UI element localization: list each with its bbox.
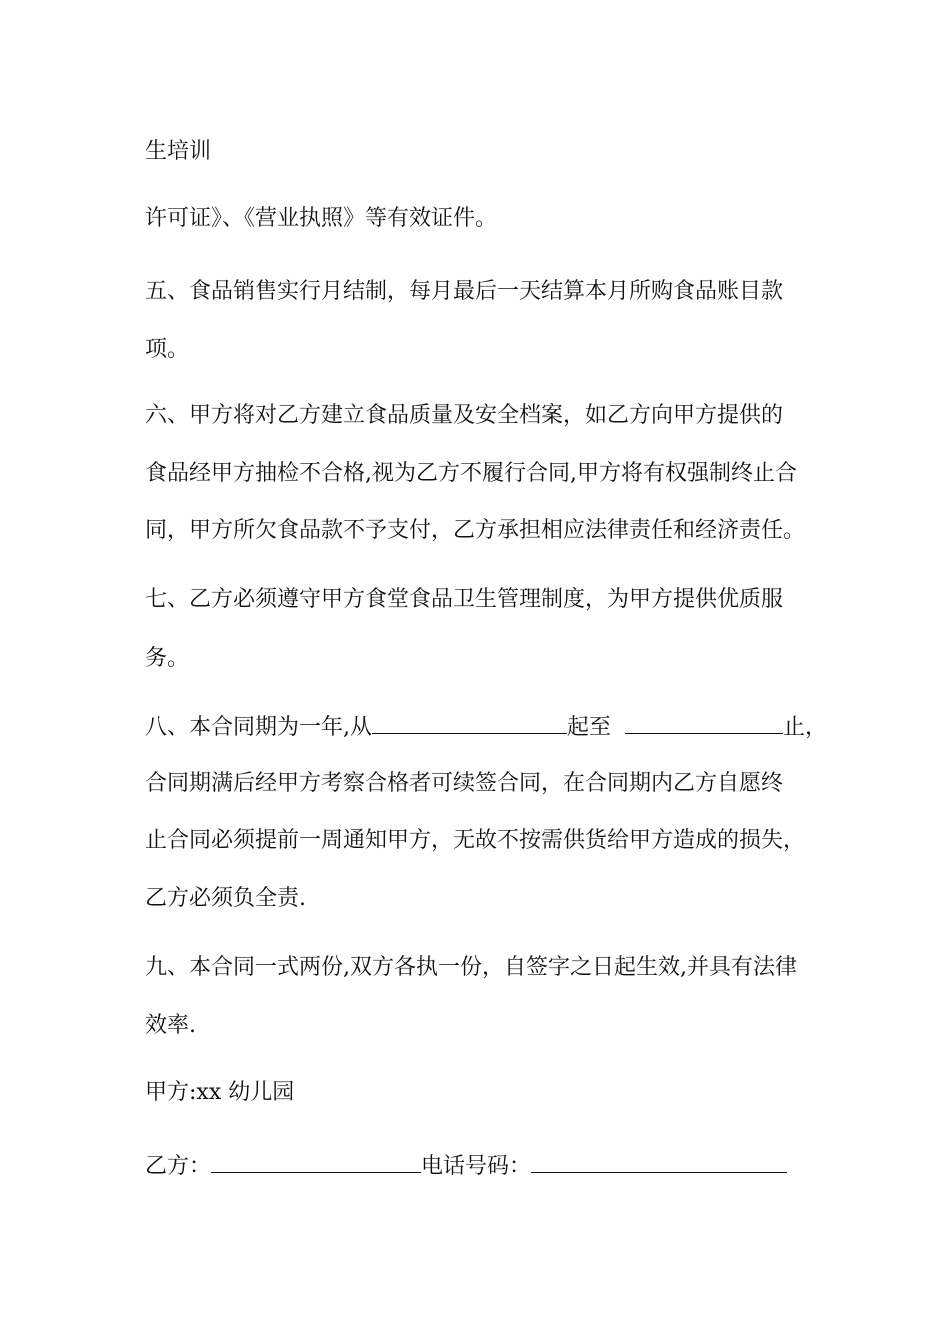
paragraph-line: 止合同必须提前一周通知甲方，无故不按需供货给甲方造成的损失， (145, 828, 806, 853)
paragraph-line: 同，甲方所欠食品款不予支付，乙方承担相应法律责任和经济责任。 (145, 518, 806, 543)
party-b-line (145, 1150, 787, 1180)
term-mid: 起至 (567, 715, 612, 740)
paragraph-line: 合同期满后经甲方考察合格者可续签合同，在合同期内乙方自愿终 (145, 771, 784, 796)
term-prefix: 八、本合同期为一年,从 (145, 715, 372, 740)
party-b-blank (211, 1150, 421, 1173)
phone-label: 电话号码： (421, 1154, 532, 1179)
paragraph-line: 效率. (145, 1013, 196, 1038)
clause-5-line: 五、食品销售实行月结制，每月最后一天结算本月所购食品账目款 (145, 279, 784, 304)
clause-7-line: 七、乙方必须遵守甲方食堂食品卫生管理制度，为甲方提供优质服 (145, 587, 784, 612)
paragraph-line: 项。 (145, 337, 190, 362)
clause-8-term-line (145, 711, 827, 741)
end-date-blank (625, 711, 783, 734)
party-a-line: 甲方:xx 幼儿园 (145, 1080, 295, 1105)
paragraph-line: 务。 (145, 646, 190, 671)
clause-9-line: 九、本合同一式两份,双方各执一份，自签字之日起生效,并具有法律 (145, 955, 797, 980)
paragraph-line: 乙方必须负全责. (145, 886, 306, 911)
paragraph-line: 食品经甲方抽检不合格,视为乙方不履行合同,甲方将有权强制终止合 (145, 461, 797, 486)
start-date-blank (372, 711, 567, 734)
phone-blank (531, 1150, 787, 1173)
term-suffix: 止， (783, 715, 828, 740)
clause-6-line: 六、甲方将对乙方建立食品质量及安全档案，如乙方向甲方提供的 (145, 403, 784, 428)
paragraph-line: 生培训 (145, 139, 212, 164)
paragraph-line: 许可证》、《营业执照》等有效证件。 (145, 206, 498, 231)
party-b-label: 乙方： (145, 1154, 212, 1179)
